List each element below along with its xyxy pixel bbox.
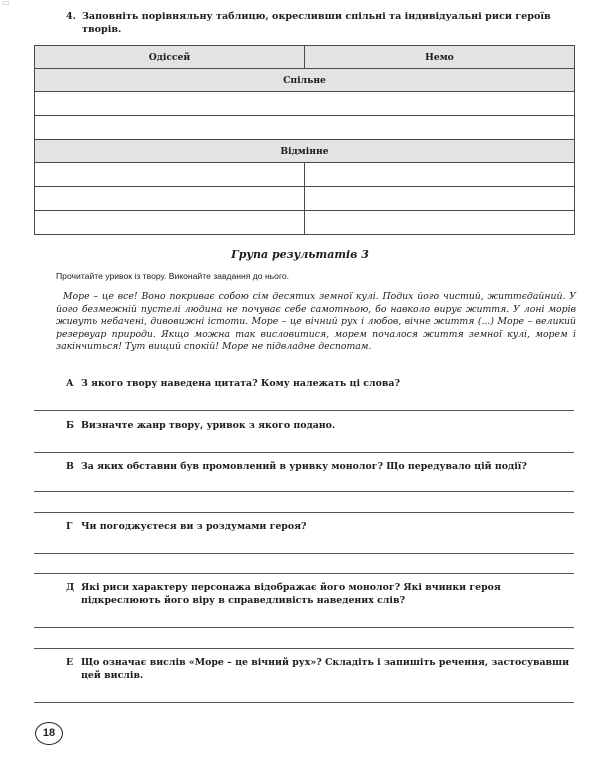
question-b — [66, 420, 574, 433]
section-different: Відмінне — [35, 140, 575, 163]
answer-line[interactable] — [34, 410, 574, 411]
question-letter: Б — [66, 420, 75, 431]
table-header-row — [35, 46, 575, 69]
answer-line[interactable] — [34, 553, 574, 554]
table-row — [35, 211, 575, 235]
column-header-odysseus: Одіссей — [35, 46, 305, 69]
column-header-nemo: Немо — [305, 46, 575, 69]
section-row-common — [35, 69, 575, 92]
question-e — [66, 657, 574, 682]
question-letter: Г — [66, 521, 73, 532]
question-text: Які риси характеру персонажа відображає його монолог? Які вчинки героя підкреслюють його віру в справедливість наведених слів? — [81, 582, 501, 606]
answer-line[interactable] — [34, 702, 574, 703]
question-text: Визначте жанр твору, уривок з якого подано. — [81, 420, 336, 431]
answer-cell[interactable] — [305, 211, 575, 235]
instruction-text: Прочитайте уривок із твору. Виконайте завдання до нього. — [56, 271, 290, 281]
answer-line[interactable] — [34, 512, 574, 513]
answer-line[interactable] — [34, 573, 574, 574]
question-a — [66, 378, 574, 391]
question-letter: Е — [66, 657, 74, 668]
question-letter: В — [66, 461, 74, 472]
table-row — [35, 92, 575, 116]
answer-line[interactable] — [34, 648, 574, 649]
section-row-different — [35, 140, 575, 163]
question-d — [66, 582, 574, 607]
table-row — [35, 116, 575, 140]
question-letter: Д — [66, 582, 75, 593]
task-4-heading — [66, 10, 578, 36]
answer-cell[interactable] — [35, 187, 305, 211]
comparison-table — [34, 45, 575, 235]
section-common: Спільне — [35, 69, 575, 92]
question-text: Чи погоджуєтеся ви з роздумами героя? — [81, 521, 307, 532]
question-letter: А — [66, 378, 74, 389]
question-text: Що означає вислів «Море – це вічний рух»? Складіть і запишіть речення, застосувавши цей вислів. — [81, 657, 570, 681]
question-text: За яких обставин був промовлений в уривку монолог? Що передувало цій події? — [81, 461, 527, 472]
answer-cell[interactable] — [305, 187, 575, 211]
answer-cell[interactable] — [35, 163, 305, 187]
answer-cell[interactable] — [35, 116, 575, 140]
page-number-badge: 18 — [35, 722, 63, 745]
quote-passage: Море – це все! Воно покриває собою сім десятих земної кулі. Подих його чистий, життєдайний. У його безмежній пустелі людина не почуває себе самотньою, бо навколо вирує життя. У лоні морів живуть небачені, дивовижні істоти. Море – це вічний рух і любов, вічне життя (...) Море – великий резервуар природи. Якщо можна так висловитися, морем почалося життя земної кулі, морем і закінчиться! Тут вищий спокій! Море не підвладне деспотам. — [56, 291, 576, 352]
answer-line[interactable] — [34, 452, 574, 453]
answer-line[interactable] — [34, 491, 574, 492]
answer-cell[interactable] — [35, 211, 305, 235]
question-v — [66, 461, 574, 474]
answer-cell[interactable] — [305, 163, 575, 187]
corner-mark: ▭ — [2, 0, 10, 7]
group-title: Група результатів 3 — [231, 248, 369, 261]
question-h — [66, 521, 574, 534]
table-row — [35, 163, 575, 187]
question-text: З якого твору наведена цитата? Кому належать ці слова? — [81, 378, 400, 389]
task-text: Заповніть порівняльну таблицю, окресливши спільні та індивідуальні риси героїв творів. — [82, 11, 551, 35]
answer-line[interactable] — [34, 627, 574, 628]
table-row — [35, 187, 575, 211]
task-number: 4. — [66, 11, 77, 22]
answer-cell[interactable] — [35, 92, 575, 116]
